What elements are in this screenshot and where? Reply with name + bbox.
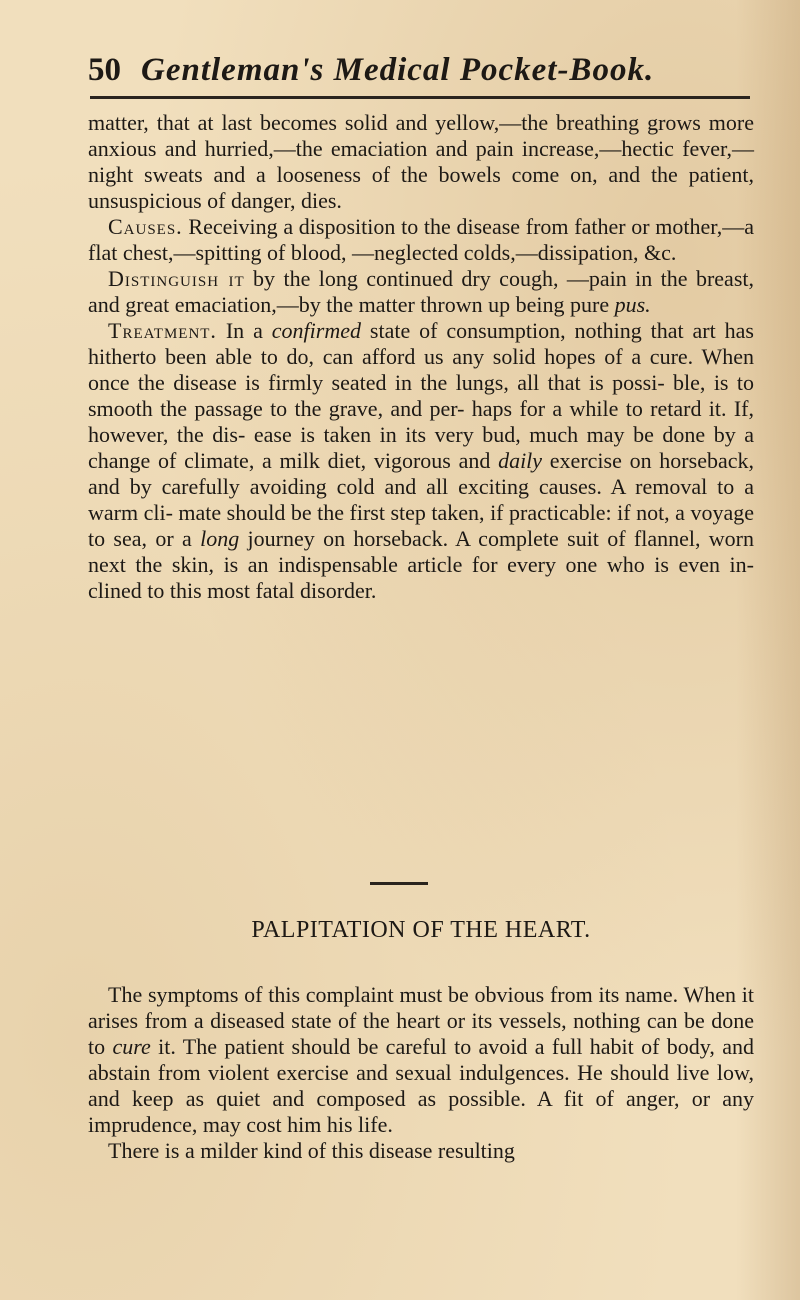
- consumption-intro: matter, that at last becomes solid and yellow,—the breathing grows more anxious and hurried,—the emaciation and pain increase,—hectic fever,—night sweats and a looseness of the bowels come on, and the patient, unsuspicious of danger, dies.: [88, 110, 754, 213]
- running-header: [88, 44, 748, 96]
- distinguish-paragraph: Distinguish it by the long continued dry cough, —pain in the breast, and great emaciation,—by the matter thrown up being pure pus.: [88, 266, 754, 317]
- treatment-label: Treatment.: [108, 318, 217, 343]
- palpitation-paragraph-continued: There is a milder kind of this disease resulting: [108, 1138, 515, 1163]
- palpitation-section: [88, 982, 754, 1164]
- section-heading: PALPITATION OF THE HEART.: [251, 917, 591, 943]
- page-number: 50: [88, 52, 121, 88]
- book-title: Gentleman's Medical Pocket-Book.: [141, 52, 655, 88]
- causes-paragraph: Causes. Receiving a disposition to the disease from father or mother,—a flat chest,—spitting of blood, —neglected colds,—dissipation, &c.: [88, 214, 754, 265]
- causes-label: Causes.: [108, 214, 183, 239]
- palpitation-paragraph: The symptoms of this complaint must be obvious from its name. When it arises from a diseased state of the heart or its vessels, nothing can be done to cure it. The patient should be careful to avoid a full habit of body, and abstain from violent exercise and sexual indulgences. He should live low, and keep as quiet and composed as possible. A fit of anger, or any imprudence, may cost him his life.: [88, 982, 754, 1137]
- treatment-paragraph: Treatment. In a confirmed state of consumption, nothing that art has hitherto been able to do, can afford us any solid hopes of a cure. When once the disease is firmly seated in the lungs, all that is possi- ble, is to smooth the passage to the grave, and per- haps for a while to retard it. If, however, the dis- ease is taken in its very bud, much may be done by a change of climate, a milk diet, vigorous and daily exercise on horseback, and by carefully avoiding cold and all exciting causes. A removal to a warm cli- mate should be the first step taken, if practicable: if not, a voyage to sea, or a long journey on horseback. A complete suit of flannel, worn next the skin, is an indispensable article for every one who is even in- clined to this most fatal disorder.: [88, 318, 754, 603]
- consumption-section: [88, 110, 754, 604]
- distinguish-label: Distinguish it: [108, 266, 245, 291]
- header-rule: [90, 96, 750, 99]
- section-divider: [370, 882, 428, 885]
